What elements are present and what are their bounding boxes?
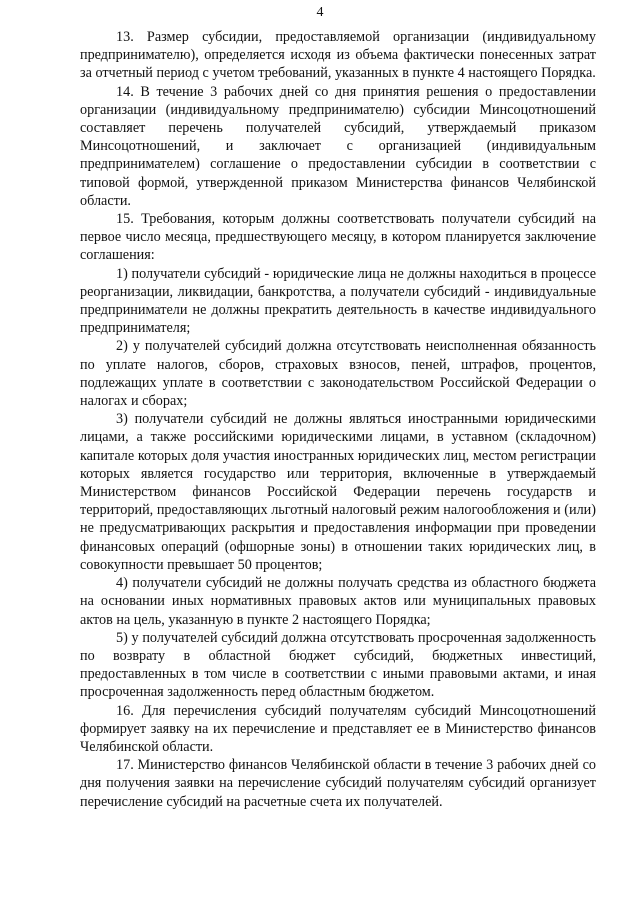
paragraph-16: 16. Для перечисления субсидий получателям субсидий Минсоцотношений формирует заявку на их перечисление и представляет ее в Министерство финансов Челябинской области. [80,702,596,755]
paragraph-15: 15. Требования, которым должны соответствовать получатели субсидий на первое число месяца, предшествующего месяцу, в котором планируется заключение соглашения: [80,211,596,264]
list-item-2: 2) у получателей субсидий должна отсутствовать неисполненная обязанность по уплате налогов, сборов, страховых взносов, пеней, штрафов, процентов, подлежащих уплате в соответствии с законодательством Российской Федерации о налогах и сборах; [80,338,596,410]
page-number: 4 [316,5,324,20]
paragraph-14: 14. В течение 3 рабочих дней со дня принятия решения о предоставлении организации (индивидуальному предпринимателю) субсидии Минсоцотношений составляет перечень получателей субсидий, утверждаемый приказом Минсоцотношений, и заключает с организацией (индивидуальным предпринимателем) соглашение о предоставлении субсидии в соответствии с типовой формой, утвержденной приказом Министерства финансов Челябинской области. [80,83,596,209]
paragraph-17: 17. Министерство финансов Челябинской области в течение 3 рабочих дней со дня получения заявки на перечисление субсидий получателям субсидий организует перечисление субсидий на расчетные счета их получателей. [80,757,596,810]
document-body [80,28,596,811]
paragraph-13: 13. Размер субсидии, предоставляемой организации (индивидуальному предпринимателю), определяется исходя из объема фактически понесенных затрат за отчетный период с учетом требований, указанных в пункте 4 настоящего Порядка. [80,29,596,82]
list-item-5: 5) у получателей субсидий должна отсутствовать просроченная задолженность по возврату в областной бюджет субсидий, бюджетных инвестиций, предоставленных в том числе в соответствии с иными правовыми актами, и иная просроченная задолженность перед областным бюджетом. [80,629,596,701]
list-item-1: 1) получатели субсидий - юридические лица не должны находиться в процессе реорганизации, ликвидации, банкротства, а получатели субсидий - индивидуальные предприниматели не должны прекратить деятельность в качестве индивидуального предпринимателя; [80,265,596,337]
list-item-4: 4) получатели субсидий не должны получать средства из областного бюджета на основании иных нормативных правовых актов или муниципальных правовых актов на цель, указанную в пункте 2 настоящего Порядка; [80,575,596,628]
list-item-3: 3) получатели субсидий не должны являться иностранными юридическими лицами, а также российскими юридическими лицами, в уставном (складочном) капитале которых доля участия иностранных юридических лиц, местом регистрации которых является государство или территория, включенные в утверждаемый Министерством финансов Российской Федерации перечень государств и территорий, предоставляющих льготный налоговый режим налогообложения и (или) не предусматривающих раскрытия и предоставления информации при проведении финансовых операций (офшорные зоны) в отношении таких юридических лиц, в совокупности превышает 50 процентов; [80,411,596,573]
